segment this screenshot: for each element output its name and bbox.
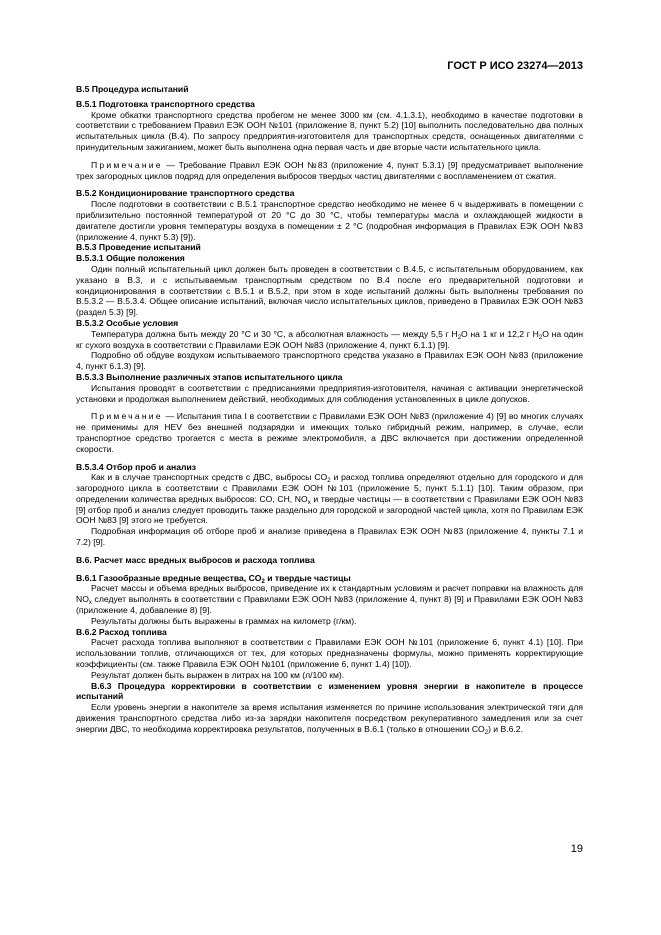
paragraph: После подготовки в соответствии с B.5.1 транспортное средство необходимо не менее 6 ч выдерживать в помещении с приблизительно постоянной температурой от 20 °C до 30 °C, чтобы температуры масла и охлаждающей жидкости в двигателе достигли уровня температуры воздуха в помещении ± 2 °C (подробная информация в Правилах ЕЭК ООН №83 (приложение 4, пункт 5.3) [9]). <box>76 199 583 242</box>
paragraph: Результаты должны быть выражены в граммах на километр (г/км). <box>91 615 357 626</box>
paragraph: Температура должна быть между 20 °C и 30 °C, а абсолютная влажность — между 5,5 г $H_2O$ на 1 кг и 12,2 г $H_2O$ на один кг сухого воздуха в соответствии с Правилами ЕЭК ООН №83 (приложение 4, пункт 6.1.1) [9]. <box>76 328 583 350</box>
paragraph: Испытания проводят в соответствии с предписаниями предприятия-изготовителя, начиная с активации энергетической установки и продолжая выполнением действий, необходимых для соблюдения установленных в цикле допусков. <box>76 382 583 404</box>
subsection-heading: B.5.3.1 Общие положения <box>76 253 185 264</box>
subsection-heading: B.6.2 Расход топлива <box>76 626 167 637</box>
paragraph: Один полный испытательный цикл должен быть проведен в соответствии с B.4.5, с испытательным оборудованием, как указано в B.3, и с испытываемым транспортным средством по B.4 после его предварительной подготовки и кондиционирования в соответствии с B.5.1 и B.5.2, при этом в ходе испытаний должны быть выполнены требования по B.5.3.2 — B.5.3.4. Общее описание испытаний, включая число испытательных циклов, приведено в Правилах ЕЭК ООН №83 (раздел 5.3) [9]. <box>76 263 583 318</box>
note-label: Примечание <box>91 159 163 170</box>
subsection-heading: B.5.2 Кондиционирование транспортного средства <box>76 188 295 199</box>
subsection-heading: B.5.3.4 Отбор проб и анализ <box>76 461 197 472</box>
note-label: Примечание <box>91 411 163 422</box>
paragraph: Расчет расхода топлива выполняют в соответствии с Правилами ЕЭК ООН №101 (приложение 6, пункт 4.1) [10]. При использовании топлив, отличающихся от тех, для которых предназначены формулы, можно применять корректирующие коэффициенты (см. также Правила ЕЭК ООН №101 (приложение 6, пункт 1.4) [10]). <box>76 637 583 670</box>
subsection-heading: B.6.3 Процедура корректировки в соответствии с изменением уровня энергии в накопителе в процессе испытаний <box>76 680 583 702</box>
section-heading: B.5 Процедура испытаний <box>76 84 189 94</box>
paragraph: Подробно об обдуве воздухом испытываемого транспортного средства указано в Правилах ЕЭК ООН №83 (приложение 4, пункт 6.1.3) [9]. <box>76 350 583 372</box>
paragraph: Если уровень энергии в накопителе за время испытания изменяется по причине использования электрической тяги для движения транспортного средства либо из-за зарядки накопителя посредством рекуперативного замедления или за счет энергии ДВС, то необходима корректировка результатов, полученных в B.6.1 (только в отношении $CO_2$) и B.6.2. <box>76 702 583 736</box>
paragraph: Результат должен быть выражен в литрах на 100 км (л/100 км). <box>91 669 345 680</box>
page-body <box>76 84 583 735</box>
subsection-heading: B.5.3 Проведение испытаний <box>76 242 201 253</box>
paragraph: Подробная информация об отборе проб и анализе приведена в Правилах ЕЭК ООН №83 (приложение 4, пункты 7.1 и 7.2) [9]. <box>76 526 583 548</box>
subsection-heading: B.5.3.3 Выполнение различных этапов испытательного цикла <box>76 371 343 382</box>
paragraph: Кроме обкатки транспортного средства пробегом не менее 3000 км (см. 4.1.3.1), необходимо в качестве подготовки в соответствии с требованием Правил ЕЭК ООН №101 (приложение 8, пункт 5.2) [10] выполнить последовательно два полных испытательных цикла (B.4). По запросу предприятия-изготовителя для транспортных средств, оснащенных двигателями с принудительным зажиганием, может быть выполнена одна первая часть и две вторые части испытательного цикла. <box>76 109 583 152</box>
subsection-heading: B.5.3.2 Особые условия <box>76 317 179 328</box>
subsection-heading: B.6.1 Газообразные вредные вещества, $CO_2$ и твердые частицы <box>76 572 351 585</box>
subsection-heading: B.5.1 Подготовка транспортного средства <box>76 98 255 109</box>
note-paragraph: Примечание — Испытания типа I в соответствии с Правилами ЕЭК ООН №83 (приложение 4) [9] во многих случаях не применимы для HEV без внешней подзарядки и имеющих только гибридный режим, например, в случае, если транспортное средство трогается с места в режиме электромобиля, а ДВС включается при достижении определенной скорости. <box>76 411 583 454</box>
paragraph: Расчет массы и объема вредных выбросов, приведение их к стандартным условиям и расчет поправки на влажность для $NO_x$ следует выполнять в соответствии с Правилами ЕЭК ООН №83 (приложение 4, пункт 8) [9] и Правилами ЕЭК ООН №83 (приложение 4, добавление 8) [9]. <box>76 583 583 616</box>
page-number: 19 <box>570 843 583 855</box>
note-paragraph: Примечание — Требование Правил ЕЭК ООН №83 (приложение 4, пункт 5.3.1) [9] предусматривает выполнение трех загородных циклов подряд для определения выбросов твердых частиц двигателями с воспламенением от сжатия. <box>76 159 583 181</box>
section-heading: B.6. Расчет масс вредных выбросов и расхода топлива <box>76 554 315 565</box>
paragraph: Как и в случае транспортных средств с ДВС, выбросы $CO_2$ и расход топлива определяют отдельно для городского и для загородного цикла в соответствии с Правилами ЕЭК ООН №101 (приложение 5, пункт 5.1.1) [10]. Таким образом, при определении количества вредных выбросов: CO, CH, $NO_x$ и твердые частицы — в соответствии с Правилами ЕЭК ООН №83 [9] отбор проб и анализ следует проводить также раздельно для городской и загородной частей цикла, хотя по Правилам ЕЭК ООН №83 [9] этого не требуется. <box>76 472 583 526</box>
standard-header: ГОСТ Р ИСО 23274—2013 <box>447 60 583 72</box>
